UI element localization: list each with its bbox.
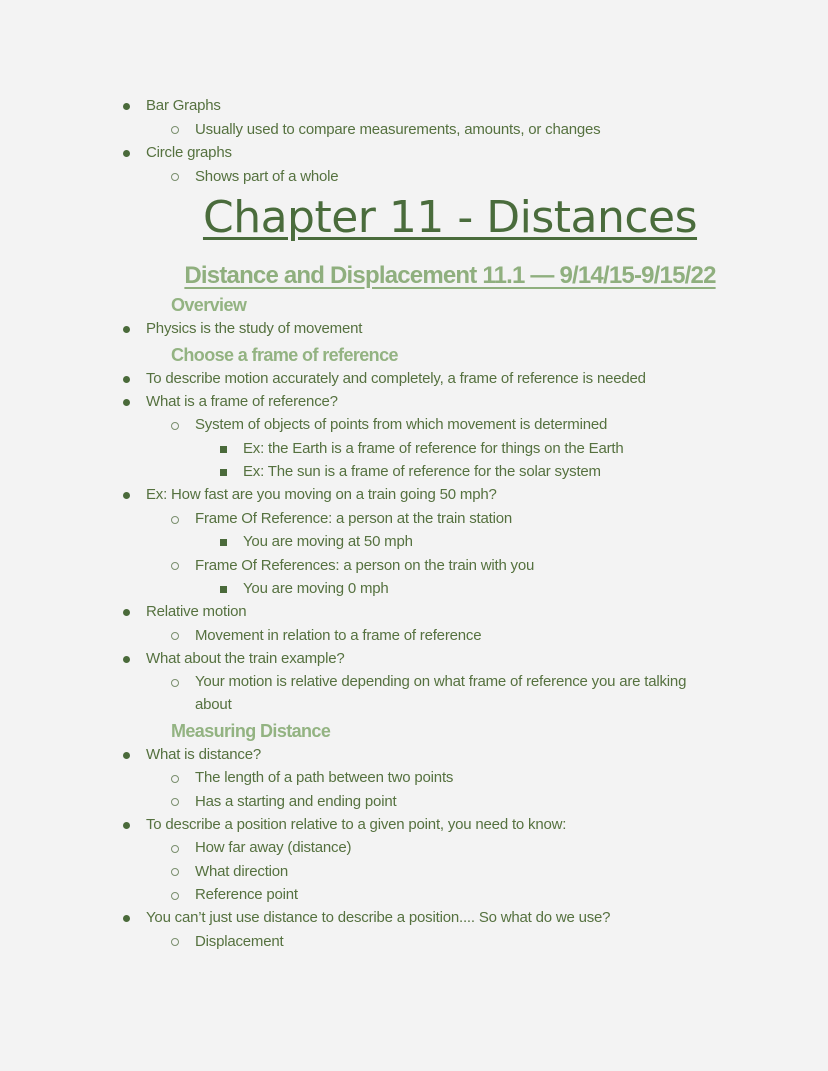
disc-bullet-icon: [123, 399, 130, 406]
list-item: Movement in relation to a frame of reference: [195, 627, 482, 644]
square-bullet-icon: [220, 539, 227, 546]
list-item: Ex: the Earth is a frame of reference for things on the Earth: [243, 440, 624, 457]
list-item: To describe a position relative to a given point, you need to know:: [146, 816, 567, 833]
list-item: Ex: The sun is a frame of reference for the solar system: [243, 463, 601, 480]
list-item: Ex: How fast are you moving on a train going 50 mph?: [146, 486, 497, 503]
circle-bullet-icon: [171, 516, 179, 524]
subheading-overview: Overview: [171, 295, 247, 315]
list-item: What is a frame of reference?: [146, 393, 338, 410]
list-item: System of objects of points from which movement is determined: [195, 416, 608, 433]
square-bullet-icon: [220, 586, 227, 593]
disc-bullet-icon: [123, 376, 130, 383]
circle-bullet-icon: [171, 632, 179, 640]
disc-bullet-icon: [123, 915, 130, 922]
list-item: What about the train example?: [146, 650, 345, 667]
section-title: Distance and Displacement 11.1 — 9/14/15-9/15/22: [184, 262, 716, 289]
list-item: To describe motion accurately and completely, a frame of reference is needed: [146, 370, 646, 387]
circle-bullet-icon: [171, 845, 179, 853]
list-item: You are moving at 50 mph: [243, 533, 413, 550]
circle-bullet-icon: [171, 679, 179, 687]
circle-bullet-icon: [171, 938, 179, 946]
disc-bullet-icon: [123, 326, 130, 333]
list-item: What is distance?: [146, 746, 261, 763]
disc-bullet-icon: [123, 103, 130, 110]
disc-bullet-icon: [123, 822, 130, 829]
square-bullet-icon: [220, 469, 227, 476]
list-item: Frame Of References: a person on the train with you: [195, 557, 535, 574]
list-item: Reference point: [195, 886, 298, 903]
list-item: Physics is the study of movement: [146, 320, 363, 337]
list-item: Has a starting and ending point: [195, 793, 397, 810]
list-item: What direction: [195, 863, 289, 880]
subheading-frame-of-reference: Choose a frame of reference: [171, 345, 398, 365]
list-item: Bar Graphs: [146, 97, 221, 114]
circle-bullet-icon: [171, 126, 179, 134]
circle-bullet-icon: [171, 173, 179, 181]
circle-bullet-icon: [171, 798, 179, 806]
disc-bullet-icon: [123, 492, 130, 499]
circle-bullet-icon: [171, 562, 179, 570]
circle-bullet-icon: [171, 775, 179, 783]
square-bullet-icon: [220, 446, 227, 453]
disc-bullet-icon: [123, 752, 130, 759]
list-item: Displacement: [195, 933, 284, 950]
disc-bullet-icon: [123, 656, 130, 663]
list-item: You are moving 0 mph: [243, 580, 389, 597]
subheading-measuring-distance: Measuring Distance: [171, 721, 331, 741]
chapter-title: Chapter 11 - Distances: [202, 192, 698, 243]
circle-bullet-icon: [171, 868, 179, 876]
list-item: You can’t just use distance to describe a position.... So what do we use?: [146, 909, 611, 926]
list-item: Usually used to compare measurements, amounts, or changes: [195, 121, 601, 138]
circle-bullet-icon: [171, 422, 179, 430]
list-item: Circle graphs: [146, 144, 232, 161]
disc-bullet-icon: [123, 150, 130, 157]
list-item: Relative motion: [146, 603, 247, 620]
list-item-continuation: about: [195, 696, 232, 713]
list-item: The length of a path between two points: [195, 769, 454, 786]
list-item: Shows part of a whole: [195, 168, 339, 185]
list-item: Your motion is relative depending on what frame of reference you are talking: [195, 673, 687, 690]
list-item: How far away (distance): [195, 839, 352, 856]
disc-bullet-icon: [123, 609, 130, 616]
circle-bullet-icon: [171, 892, 179, 900]
list-item: Frame Of Reference: a person at the train station: [195, 510, 513, 527]
